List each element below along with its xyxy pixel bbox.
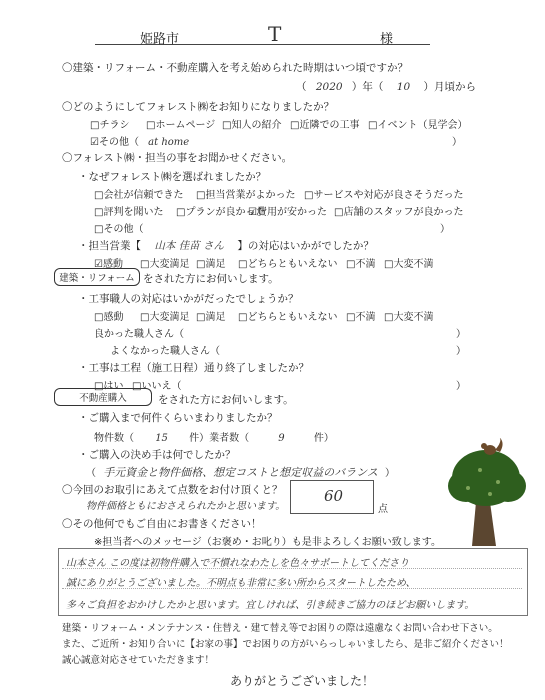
q3a-option-cost[interactable]: ☑費用が安かった — [248, 207, 327, 218]
q6-answer-row: 物件数（ 15 件）業者数（ 9 件） — [94, 433, 334, 444]
q5-option-no[interactable]: □いいえ（ — [132, 381, 182, 392]
q3b-option-dissatisfied[interactable]: □不満 — [346, 259, 376, 270]
tree-trunk — [472, 502, 496, 546]
q8-question: 〇今回のお取引にあえて点数をお付け頂くと？ — [62, 484, 283, 496]
q8-score-value: 60 — [324, 487, 344, 505]
q4-question: ・工事職人の対応はいかがだったでしょうか？ — [78, 293, 299, 305]
q3a-option-staff[interactable]: □店舗のスタッフが良かった — [334, 207, 464, 218]
tree-illustration — [440, 438, 532, 550]
q3b-option-moved[interactable]: ☑感動 — [94, 259, 123, 270]
q3a-option-plan[interactable]: □プランが良かった — [176, 207, 266, 218]
q2-question: 〇どのようにしてフォレスト㈱をお知りになりましたか？ — [62, 101, 335, 113]
q2-option-nearby-work[interactable]: □近隣での工事 — [290, 120, 360, 131]
tree-leaf-highlight — [496, 480, 500, 484]
q3a-option-trust[interactable]: □会社が信頼できた — [94, 190, 184, 201]
q7-question: ・ご購入の決め手は何でしたか？ — [78, 449, 236, 461]
q3-heading: 〇フォレスト㈱・担当の事をお聞かせください。 — [62, 152, 293, 164]
q3a-option-service[interactable]: □サービスや対応が良さそうだった — [304, 190, 464, 201]
q2-option-homepage[interactable]: □ホームページ — [146, 120, 216, 131]
q6-agent-count: 9 — [278, 433, 285, 444]
section-estate-text: をされた方にお伺いします。 — [158, 394, 294, 406]
footer-line-3: 誠心誠意対応させていただきます！ — [62, 655, 215, 666]
q3b-staff-name: 山本 佳苗 さん — [154, 240, 225, 252]
q9-comment-line-1: 山本さん この度は初物件購入で不慣れなわたしを色々サポートしてくださり — [66, 558, 410, 569]
q3b-option-neutral[interactable]: □どちらともいえない — [238, 259, 338, 270]
q5-question: ・工事は工程（施工日程）通り終了しましたか？ — [78, 362, 309, 374]
q7-decision-answer: 手元資金と物件価格、想定コストと想定収益のバランス — [103, 466, 378, 479]
q3a-question: ・なぜフォレスト㈱を選ばれましたか？ — [78, 171, 267, 183]
q4-option-very-satisfied[interactable]: □大変満足 — [140, 312, 190, 323]
section-reform-tag: 建築・リフォーム — [54, 268, 140, 286]
q2-other-close: ） — [452, 137, 462, 148]
header-city: 姫路市 — [140, 32, 180, 47]
q1-month-value: 10 — [396, 81, 411, 93]
q1-answer-row: （ 2020 ）年（ 10 ）月頃から — [296, 81, 476, 93]
q2-option-event[interactable]: □イベント（見学会） — [368, 120, 468, 131]
q2-option-other[interactable]: ☑その他（ at home — [90, 133, 195, 148]
q5-close: ） — [456, 381, 466, 392]
q4-good-craftsman: 良かった職人さん（ — [94, 329, 184, 340]
q7-answer-row: （ 手元資金と物件価格、想定コストと想定収益のバランス ） — [86, 466, 396, 479]
q3b-option-satisfied[interactable]: □満足 — [196, 259, 226, 270]
q3b-question: ・担当営業【 山本 佳苗 さん 】の対応はいかがでしたか？ — [78, 240, 374, 252]
q3a-option-sales[interactable]: □担当営業がよかった — [196, 190, 296, 201]
q4-option-neutral[interactable]: □どちらともいえない — [238, 312, 338, 323]
section-reform-text: をされた方にお伺いします。 — [143, 273, 279, 285]
q1-year-value: 2020 — [315, 81, 343, 93]
q2-option-referral[interactable]: □知人の紹介 — [222, 120, 282, 131]
q9-comment-line-3: 多々ご負担をおかけしたかと思います。宜しければ、引き続きご協力のほどお願いします。 — [66, 600, 475, 611]
q4-good-close: ） — [456, 329, 466, 340]
q4-bad-close: ） — [456, 346, 466, 357]
q4-option-satisfied[interactable]: □満足 — [196, 312, 226, 323]
tree-leaf-highlight — [466, 486, 470, 490]
tree-canopy-left — [448, 470, 484, 502]
footer-line-2: また、ご近所・お知り合いに【お家の事】でお困りの方がいらっしゃいましたら、是非ご紹介ください！ — [62, 639, 509, 650]
q6-property-count: 15 — [155, 433, 168, 444]
q5-option-yes[interactable]: □はい — [94, 381, 124, 392]
q3a-other-close: ） — [440, 224, 450, 235]
footer-line-1: 建築・リフォーム・メンテナンス・住替え・建て替え等でお困りの際は遠慮なくお問い合わせ下さい。 — [62, 623, 498, 634]
section-estate-tag: 不動産購入 — [54, 388, 152, 406]
q3a-option-other[interactable]: □その他（ — [94, 224, 144, 235]
q1-question: 〇建築・リフォーム・不動産購入を考え始められた時期はいつ頃ですか？ — [62, 62, 408, 74]
header-customer-name: T — [268, 22, 282, 46]
q2-other-value: at home — [148, 137, 190, 148]
footer-thanks: ありがとうございました！ — [230, 674, 375, 688]
q6-question: ・ご購入まで何件くらいまわりましたか？ — [78, 412, 278, 424]
q9-comment-line-2: 誠にありがとうございました。不明点も非常に多い所からスタートしたため、 — [66, 578, 416, 589]
tree-canopy-right — [490, 470, 526, 502]
q9-question: 〇その他何でもご自由にお書きください！ — [62, 518, 262, 530]
tree-leaf-highlight — [488, 492, 492, 496]
q4-option-moved[interactable]: □感動 — [94, 312, 124, 323]
q4-bad-craftsman: よくなかった職人さん（ — [110, 346, 220, 357]
header-honorific: 様 — [380, 32, 394, 47]
q3b-option-very-satisfied[interactable]: □大変満足 — [140, 259, 190, 270]
q8-reason: 物件価格ともにおさえられたかと思います。 — [86, 501, 286, 512]
q3b-option-very-dissatisfied[interactable]: □大変不満 — [384, 259, 434, 270]
q8-score-unit: 点 — [378, 504, 388, 515]
q4-option-very-dissatisfied[interactable]: □大変不満 — [384, 312, 434, 323]
tree-leaf-highlight — [478, 468, 482, 472]
q3a-option-reputation[interactable]: □評判を聞いた — [94, 207, 164, 218]
q9-note: ※担当者へのメッセージ（お褒め・お叱り）も是非よろしくお願い致します。 — [94, 537, 441, 548]
q4-option-dissatisfied[interactable]: □不満 — [346, 312, 376, 323]
q2-option-flyer[interactable]: □チラシ — [90, 120, 130, 131]
